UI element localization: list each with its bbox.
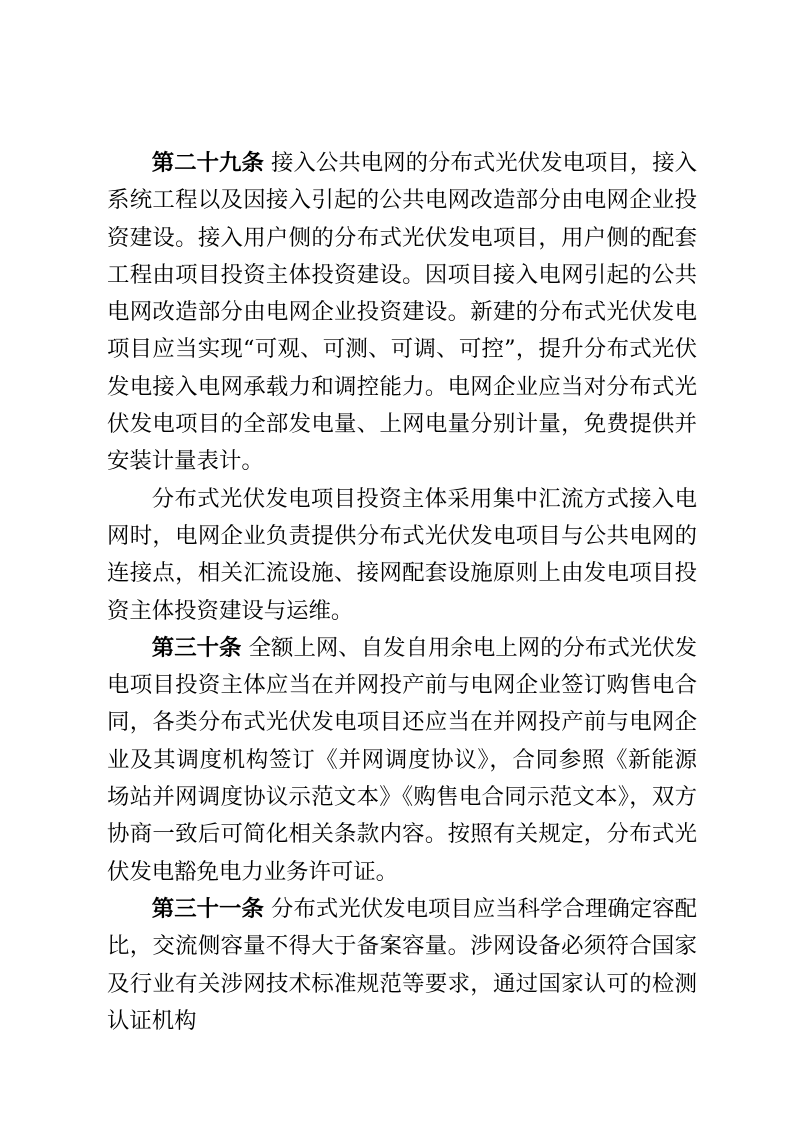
article-29-text: 接入公共电网的分布式光伏发电项目，接入系统工程以及因接入引起的公共电网改造部分由电网企业投资建设。接入用户侧的分布式光伏发电项目，用户侧的配套工程由项目投资主体投资建设。因项目接入电网引起的公共电网改造部分由电网企业投资建设。新建的分布式光伏发电项目应当实现“可观、可测、可调、可控”，提升分布式光伏发电接入电网承载力和调控能力。电网企业应当对分布式光伏发电项目的全部发电量、上网电量分别计量，免费提供并安装计量表计。: [107, 150, 698, 475]
article-31-paragraph: [107, 891, 697, 1040]
article-29-heading: 第二十九条: [151, 150, 264, 176]
article-30-heading: 第三十条: [151, 634, 242, 661]
article-29-second-text: 分布式光伏发电项目投资主体采用集中汇流方式接入电网时，电网企业负责提供分布式光伏发电项目与公共电网的连接点，相关汇流设施、接网配套设施原则上由发电项目投资主体投资建设与运维。: [107, 485, 697, 624]
article-29-second-paragraph: [107, 481, 697, 630]
article-31-text: 分布式光伏发电项目应当科学合理确定容配比，交流侧容量不得大于备案容量。涉网设备必须符合国家及行业有关涉网技术标准规范等要求，通过国家认可的检测认证机构: [107, 895, 698, 1034]
article-31-heading: 第三十一条: [151, 895, 264, 922]
article-30-paragraph: [107, 630, 697, 891]
document-body: [107, 145, 697, 1040]
article-30-text: 全额上网、自发自用余电上网的分布式光伏发电项目投资主体应当在并网投产前与电网企业签订购售电合同，各类分布式光伏发电项目还应当在并网投产前与电网企业及其调度机构签订《并网调度协议》，合同参照《新能源场站并网调度协议示范文本》《购售电合同示范文本》，双方协商一致后可简化相关条款内容。按照有关规定，分布式光伏发电豁免电力业务许可证。: [107, 634, 697, 885]
article-29-paragraph: [107, 145, 697, 481]
